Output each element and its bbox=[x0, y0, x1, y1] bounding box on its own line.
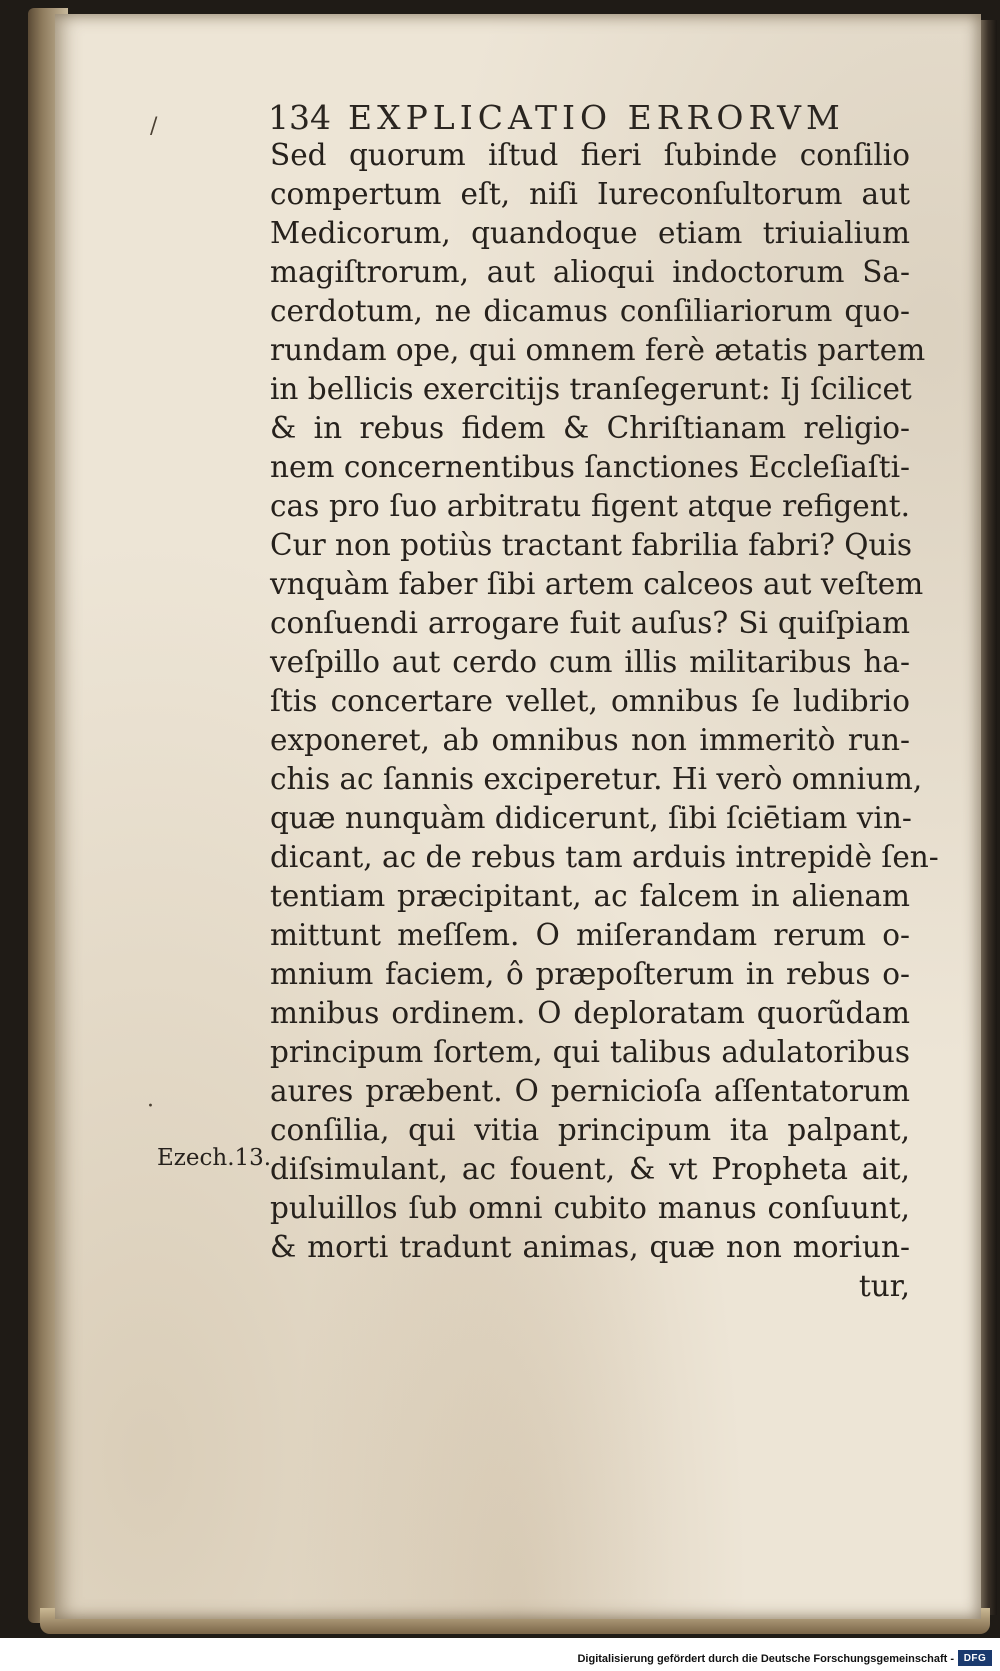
text-line: veſpillo aut cerdo cum illis militaribus ha- bbox=[270, 645, 910, 679]
text-line: vnquàm faber ſibi artem calceos aut veſtem bbox=[270, 567, 924, 601]
running-title: EXPLICATIO ERRORVM bbox=[348, 98, 845, 137]
text-line: magiſtrorum, aut alioqui indoctorum Sa- bbox=[270, 255, 910, 289]
text-line: cerdotum, ne dicamus conſiliariorum quo- bbox=[270, 294, 910, 328]
text-line: aures præbent. O pernicioſa aſſentatorum bbox=[270, 1074, 910, 1108]
text-line: nem concernentibus ſanctiones Eccleſiaſti- bbox=[270, 450, 910, 484]
text-line: diſsimulant, ac fouent, & vt Propheta ait, bbox=[270, 1152, 910, 1186]
text-line: conſuendi arrogare fuit auſus? Si quiſpiam bbox=[270, 606, 910, 640]
text-line: mnium faciem, ô præpoſterum in rebus o- bbox=[270, 957, 910, 991]
text-line: mnibus ordinem. O deploratam quorũdam bbox=[270, 996, 910, 1030]
text-line: chis ac ſannis exciperetur. Hi verò omnium, bbox=[270, 762, 923, 796]
stray-mark: · bbox=[147, 1094, 154, 1119]
text-line: tentiam præcipitant, ac falcem in alienam bbox=[270, 879, 910, 913]
page-number: 134 bbox=[268, 98, 331, 137]
running-head bbox=[268, 98, 908, 138]
stray-mark: / bbox=[150, 114, 158, 139]
text-line: rundam ope, qui omnem ferè ætatis partem bbox=[270, 333, 926, 367]
text-line: puluillos ſub omni cubito manus conſuunt, bbox=[270, 1191, 910, 1225]
dfg-logo: DFG bbox=[958, 1650, 992, 1666]
text-line: in bellicis exercitijs tranſegerunt: Ij ſcilicet bbox=[270, 372, 912, 406]
text-line: Medicorum, quandoque etiam triuialium bbox=[270, 216, 910, 250]
text-line: compertum eſt, niſi Iureconſultorum aut bbox=[270, 177, 910, 211]
margin-note: Ezech.13. bbox=[157, 1145, 272, 1171]
catchword: tur, bbox=[858, 1269, 910, 1303]
text-line: dicant, ac de rebus tam arduis intrepidè ſen- bbox=[270, 840, 939, 874]
text-line: exponeret, ab omnibus non immeritò run- bbox=[270, 723, 910, 757]
text-line: Sed quorum iſtud fieri ſubinde conſilio bbox=[270, 138, 910, 172]
footer-credit: Digitalisierung gefördert durch die Deutsche Forschungsgemeinschaft - bbox=[577, 1653, 954, 1665]
text-line: Cur non potiùs tractant fabrilia fabri? Quis bbox=[270, 528, 913, 562]
text-line: cas pro ſuo arbitratu figent atque refigent. bbox=[270, 489, 910, 523]
text-line: ſtis concertare vellet, omnibus ſe ludibrio bbox=[270, 684, 910, 718]
text-line: principum ſortem, qui talibus adulatoribus bbox=[270, 1035, 910, 1069]
body-text bbox=[270, 136, 939, 1306]
text-line: conſilia, qui vitia principum ita palpant, bbox=[270, 1113, 910, 1147]
text-line: & in rebus fidem & Chriſtianam religio- bbox=[270, 411, 910, 445]
text-line: quæ nunquàm didicerunt, ſibi ſciētiam vin- bbox=[270, 801, 912, 835]
text-line: mittunt meſſem. O miſerandam rerum o- bbox=[270, 918, 910, 952]
text-line: & morti tradunt animas, quæ non moriun- bbox=[270, 1230, 910, 1264]
